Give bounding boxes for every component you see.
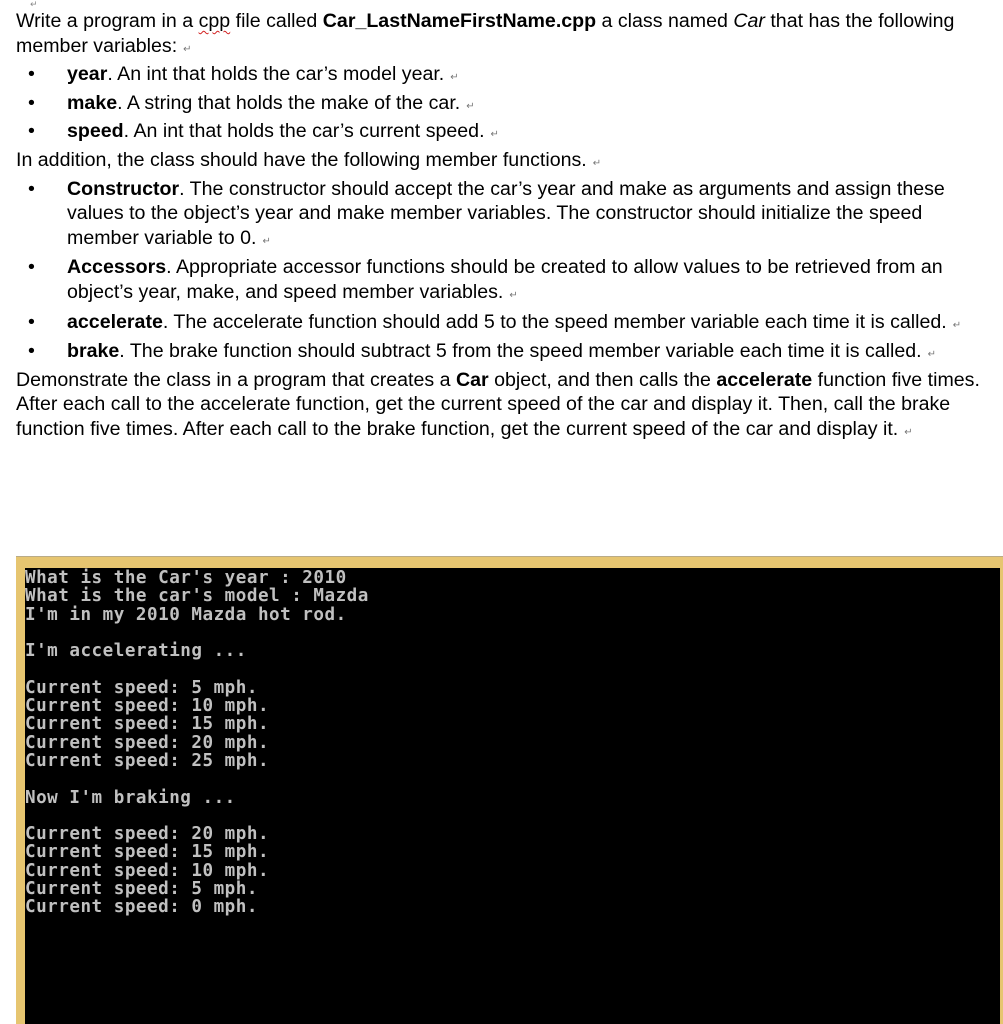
console-line: Current speed: 5 mph. <box>25 677 258 698</box>
assignment-document <box>16 0 998 446</box>
paragraph-mark-icon: ↵ <box>466 100 475 112</box>
functions-intro-text: In addition, the class should have the following member functions. <box>16 148 587 171</box>
list-item <box>16 119 998 148</box>
console-screenshot-frame <box>16 556 1003 1024</box>
function-name: Constructor <box>67 177 180 200</box>
paragraph-mark-icon: ↵ <box>904 426 913 438</box>
console-line: Current speed: 10 mph. <box>25 696 270 717</box>
paragraph-mark-icon: ↵ <box>450 72 459 84</box>
intro-paragraph <box>16 9 998 62</box>
console-output <box>25 568 1000 1024</box>
demonstrate-text: object, and then calls the <box>488 368 717 391</box>
demonstrate-text: function five times. After each call to the accelerate function, get the current speed of the car and display it. Then, call the brake function five times. After each call to the brake function, get the current speed of the car and display it. <box>16 368 980 440</box>
demonstrate-text: Demonstrate the class in a program that creates a <box>16 368 456 391</box>
console-line <box>25 807 1000 825</box>
variable-name: year <box>67 63 108 86</box>
console-line: Current speed: 5 mph. <box>25 879 258 900</box>
console-line: Current speed: 15 mph. <box>25 714 270 735</box>
bullet-icon: • <box>28 120 35 143</box>
bullet-icon: • <box>28 91 35 114</box>
paragraph-mark-icon: ↵ <box>509 289 518 301</box>
bullet-icon: • <box>28 310 35 333</box>
console-line: What is the car's model : Mazda <box>25 586 369 607</box>
paragraph-mark-icon: ↵ <box>262 235 271 247</box>
console-line <box>25 660 1000 678</box>
demonstrate-paragraph <box>16 368 998 446</box>
console-line: What is the Car's year : 2010 <box>25 568 347 588</box>
variable-name: speed <box>67 120 124 143</box>
console-line: Now I'm braking ... <box>25 787 236 808</box>
list-item <box>16 91 998 120</box>
variable-description: . An int that holds the car’s current speed. <box>123 120 485 143</box>
intro-text: file called <box>230 10 323 32</box>
console-line <box>25 624 1000 642</box>
spellcheck-word: cpp <box>198 10 231 32</box>
member-functions-list <box>16 177 998 368</box>
intro-text: a class named <box>596 10 734 32</box>
console-line: Current speed: 25 mph. <box>25 750 270 771</box>
console-line <box>25 770 1000 788</box>
list-item <box>16 62 998 91</box>
console-line: Current speed: 10 mph. <box>25 860 270 881</box>
list-item <box>16 339 998 368</box>
console-line: Current speed: 15 mph. <box>25 842 270 863</box>
intro-text: Write a program in a <box>16 10 199 32</box>
list-item <box>16 310 998 339</box>
paragraph-mark-icon: ↵ <box>30 0 38 9</box>
function-name: Accessors <box>67 256 167 279</box>
functions-intro-paragraph <box>16 148 998 177</box>
function-description: . The brake function should subtract 5 from the speed member variable each time it is called. <box>119 340 922 363</box>
variable-description: . A string that holds the make of the car. <box>117 91 461 114</box>
function-description: . Appropriate accessor functions should be created to allow values to be retrieved from an object’s year, make, and speed member variables. <box>67 256 943 303</box>
list-item <box>16 255 998 308</box>
member-variables-list <box>16 62 998 148</box>
paragraph-mark-icon: ↵ <box>592 157 602 169</box>
intro-text: that has the following member variables: <box>16 10 955 57</box>
function-description: . The accelerate function should add 5 to the speed member variable each time it is called. <box>162 310 947 333</box>
paragraph-mark-icon: ↵ <box>927 349 936 361</box>
paragraph-mark-icon: ↵ <box>183 43 192 55</box>
console-line: Current speed: 20 mph. <box>25 824 270 845</box>
console-line: Current speed: 20 mph. <box>25 732 270 753</box>
function-name: accelerate <box>67 310 163 333</box>
console-line: I'm in my 2010 Mazda hot rod. <box>25 604 347 625</box>
console-line: I'm accelerating ... <box>25 641 247 662</box>
bullet-icon: • <box>28 340 35 363</box>
paragraph-mark-icon: ↵ <box>952 319 962 331</box>
bullet-icon: • <box>28 256 35 279</box>
variable-name: make <box>67 91 118 114</box>
filename-text: Car_LastNameFirstName.cpp <box>322 10 597 32</box>
variable-description: . An int that holds the car’s model year. <box>107 63 445 86</box>
bullet-icon: • <box>28 177 35 200</box>
function-name: brake <box>67 340 120 363</box>
bullet-icon: • <box>28 63 35 86</box>
paragraph-mark-icon: ↵ <box>490 129 499 141</box>
list-item <box>16 177 998 255</box>
accelerate-keyword: accelerate <box>716 368 813 391</box>
car-keyword: Car <box>455 368 489 391</box>
class-name-text: Car <box>733 10 765 32</box>
console-line: Current speed: 0 mph. <box>25 897 258 918</box>
function-description: . The constructor should accept the car’s year and make as arguments and assign these values to the object’s year and make member variables. The constructor should initialize the speed member variable to 0. <box>67 177 945 249</box>
